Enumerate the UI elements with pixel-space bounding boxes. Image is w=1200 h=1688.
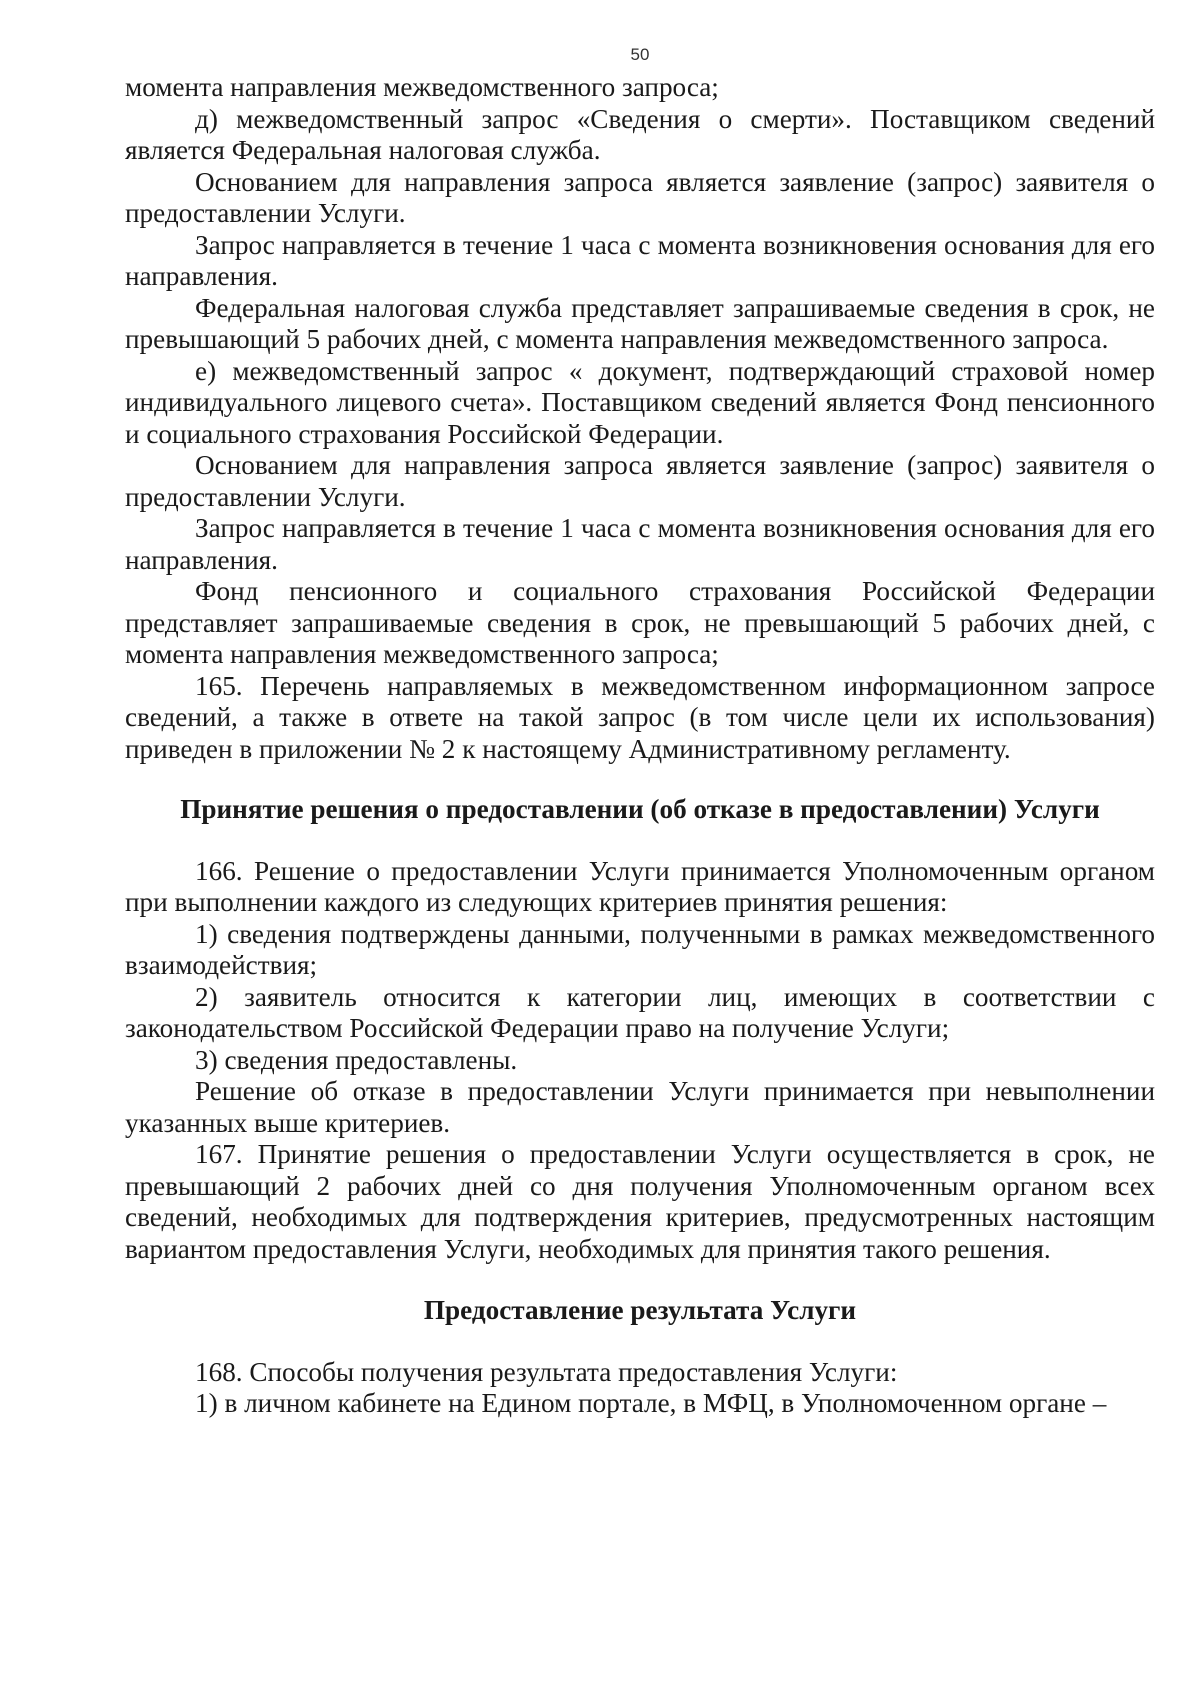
paragraph: 1) в личном кабинете на Едином портале, в МФЦ, в Уполномоченном органе – [195,1388,1107,1418]
section-middle [125,856,1155,1266]
section-heading: Предоставление результата Услуги [423,1295,857,1325]
paragraph: 166. Решение о предоставлении Услуги принимается Уполномоченным органом при выполнении каждого из следующих критериев принятия решения: [125,855,1155,917]
section-heading: Принятие решения о предоставлении (об отказе в предоставлении) Услуги [180,794,1100,824]
paragraph: Запрос направляется в течение 1 часа с момента возникновения основания для его направления. [125,513,1155,575]
paragraph: Основанием для направления запроса является заявление (запрос) заявителя о предоставлении Услуги. [125,166,1155,228]
paragraph: 3) сведения предоставлены. [195,1044,518,1075]
paragraph: 168. Способы получения результата предоставления Услуги: [195,1356,898,1387]
section-top [125,72,1155,765]
paragraph: 2) заявитель относится к категории лиц, имеющих в соответствии с законодательством Российской Федерации право на получение Услуги; [125,981,1155,1043]
paragraph: 167. Принятие решения о предоставлении Услуги осуществляется в срок, не превышающий 2 рабочих дней со дня получения Уполномоченным органом всех сведений, необходимых для подтверждения критериев, предусмотренных настоящим вариантом предоставления Услуги, необходимых для принятия такого решения. [125,1139,1155,1264]
paragraph: Запрос направляется в течение 1 часа с момента возникновения основания для его направления. [125,229,1155,291]
paragraph: д) межведомственный запрос «Сведения о смерти». Поставщиком сведений является Федеральная налоговая служба. [125,103,1155,165]
paragraph: е) межведомственный запрос « документ, подтверждающий страховой номер индивидуального лицевого счета». Поставщиком сведений является Фонд пенсионного и социального страхования Российской Федерации. [125,355,1155,449]
paragraph: Фонд пенсионного и социального страхования Российской Федерации представляет запрашиваемые сведения в срок, не превышающий 5 рабочих дней, с момента направления межведомственного запроса; [125,576,1155,669]
paragraph: 1) сведения подтверждены данными, полученными в рамках межведомственного взаимодействия; [125,918,1155,980]
page-number: 50 [630,45,650,64]
paragraph: 165. Перечень направляемых в межведомственном информационном запросе сведений, а также в ответе на такой запрос (в том числе цели их использования) приведен в приложении № 2 к настоящему Административному регламенту. [125,670,1155,764]
document-page [125,40,1155,1420]
paragraph: Решение об отказе в предоставлении Услуги принимается при невыполнении указанных выше критериев. [125,1076,1155,1138]
section-bottom [125,1357,1155,1420]
paragraph: Федеральная налоговая служба представляет запрашиваемые сведения в срок, не превышающий 5 рабочих дней, с момента направления межведомственного запроса. [125,292,1155,354]
paragraph: момента направления межведомственного запроса; [125,72,719,102]
paragraph: Основанием для направления запроса является заявление (запрос) заявителя о предоставлении Услуги. [125,450,1155,512]
